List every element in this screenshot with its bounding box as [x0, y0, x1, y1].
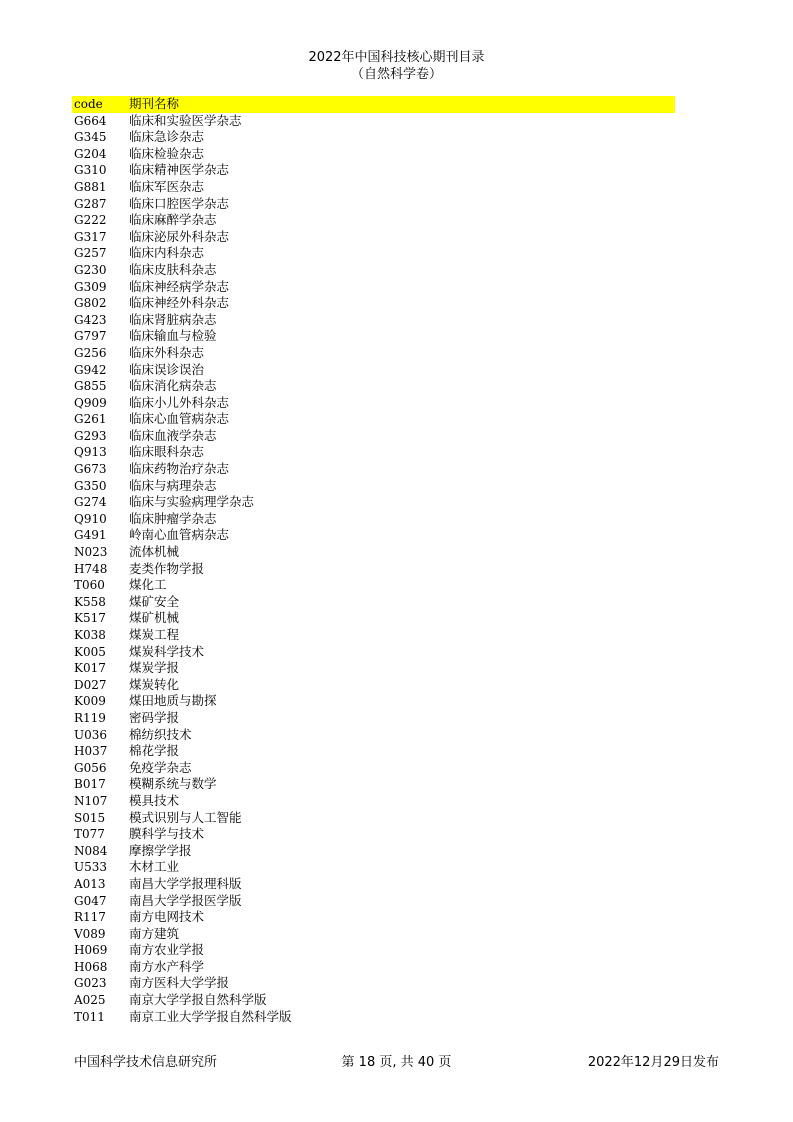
table-row: [72, 810, 675, 827]
journal-code: G350: [74, 478, 107, 493]
journal-code: Q910: [74, 511, 107, 526]
journal-code: G491: [74, 528, 107, 543]
journal-name: 南方电网技术: [129, 909, 205, 925]
table-row: [72, 544, 675, 561]
journal-table: [72, 96, 675, 1025]
journal-code: K558: [74, 594, 106, 609]
journal-name: 临床皮肤科杂志: [129, 261, 217, 277]
table-row: [72, 312, 675, 329]
journal-name: 临床神经外科杂志: [129, 295, 230, 311]
journal-name: 密码学报: [129, 709, 180, 725]
journal-name: 临床肿瘤学杂志: [129, 510, 217, 526]
journal-code: N084: [74, 843, 108, 858]
journal-name: 临床输血与检验: [129, 328, 217, 344]
journal-name: 临床检验杂志: [129, 145, 205, 161]
table-row: [72, 876, 675, 893]
journal-name: 南京工业大学学报自然科学版: [129, 1008, 292, 1024]
journal-name: 临床口腔医学杂志: [129, 195, 230, 211]
table-row: [72, 760, 675, 777]
table-row: [72, 727, 675, 744]
journal-name: 煤炭工程: [129, 627, 180, 642]
table-row: [72, 1009, 675, 1026]
journal-code: H068: [74, 959, 108, 974]
journal-name: 临床误诊误治: [129, 361, 205, 377]
journal-name: 棉花学报: [129, 743, 180, 759]
table-row: [72, 992, 675, 1009]
table-row: [72, 743, 675, 760]
table-row: [72, 627, 675, 644]
journal-name: 临床内科杂志: [129, 245, 205, 261]
table-row: [72, 677, 675, 694]
table-row: [72, 328, 675, 345]
document-subtitle: （自然科学卷）: [350, 67, 442, 82]
journal-name: 临床精神医学杂志: [129, 162, 230, 178]
table-row: [72, 594, 675, 611]
journal-code: G942: [74, 362, 107, 377]
table-row: [72, 362, 675, 379]
journal-code: A013: [74, 876, 106, 891]
journal-name: 南方农业学报: [129, 942, 205, 958]
table-row: [72, 179, 675, 196]
table-row: [72, 893, 675, 910]
journal-code: G802: [74, 296, 107, 311]
table-row: [72, 610, 675, 627]
journal-code: N023: [74, 545, 108, 560]
table-row: [72, 279, 675, 296]
document-title: 2022年中国科技核心期刊目录: [308, 50, 485, 65]
journal-code: H748: [74, 561, 108, 576]
journal-code: K517: [74, 611, 106, 626]
table-row: [72, 959, 675, 976]
table-row: [72, 444, 675, 461]
footer-release-date: 2022年12月29日发布: [587, 1055, 719, 1070]
journal-name: 临床军医杂志: [129, 178, 205, 194]
table-row: [72, 942, 675, 959]
journal-name: 临床肾脏病杂志: [129, 311, 217, 327]
journal-name: 临床和实验医学杂志: [129, 112, 242, 128]
journal-code: G423: [74, 312, 107, 327]
journal-code: G257: [74, 246, 107, 261]
table-row: [72, 511, 675, 528]
table-row: [72, 129, 675, 146]
journal-name: 煤矿机械: [129, 610, 180, 626]
column-header-code: code: [74, 97, 103, 111]
journal-code: G056: [74, 760, 107, 775]
journal-name: 南方医科大学学报: [129, 975, 230, 991]
journal-code: U533: [74, 860, 108, 875]
table-row: [72, 859, 675, 876]
journal-name: 模糊系统与数学: [129, 776, 217, 792]
journal-name: 煤炭科学技术: [129, 643, 205, 659]
journal-name: 临床眼科杂志: [129, 444, 205, 460]
journal-code: T060: [74, 578, 105, 593]
journal-code: G023: [74, 976, 107, 991]
journal-name: 临床泌尿外科杂志: [129, 228, 230, 244]
journal-code: H037: [74, 744, 108, 759]
journal-code: D027: [74, 677, 107, 692]
journal-name: 麦类作物学报: [129, 560, 205, 576]
journal-name: 南京大学学报自然科学版: [129, 992, 267, 1008]
table-row: [72, 395, 675, 412]
journal-name: 膜科学与技术: [129, 826, 205, 842]
journal-name: 临床麻醉学杂志: [129, 212, 217, 228]
journal-name: 木材工业: [129, 859, 180, 875]
journal-code: K005: [74, 644, 106, 659]
table-row: [72, 461, 675, 478]
table-row: [72, 411, 675, 428]
journal-name: 临床急诊杂志: [129, 129, 205, 145]
journal-code: N107: [74, 793, 108, 808]
journal-name: 煤炭学报: [129, 660, 180, 676]
journal-code: G230: [74, 262, 107, 277]
table-row: [72, 561, 675, 578]
table-row: [72, 229, 675, 246]
table-row: [72, 644, 675, 661]
journal-name: 临床神经病学杂志: [129, 278, 230, 294]
journal-code: T011: [74, 1009, 105, 1024]
table-row: [72, 262, 675, 279]
table-row: [72, 478, 675, 495]
journal-code: G317: [74, 229, 107, 244]
journal-code: H069: [74, 943, 108, 958]
journal-code: K038: [74, 628, 106, 642]
journal-code: G797: [74, 329, 107, 344]
journal-name: 南方水产科学: [129, 958, 205, 974]
journal-name: 临床血液学杂志: [129, 427, 217, 443]
journal-name: 煤田地质与勘探: [129, 693, 217, 709]
journal-name: 南昌大学学报理科版: [129, 875, 242, 891]
table-row: [72, 196, 675, 213]
journal-code: G310: [74, 163, 107, 178]
journal-code: G309: [74, 279, 107, 294]
journal-code: T077: [74, 827, 105, 842]
journal-name: 临床心血管病杂志: [129, 411, 230, 427]
journal-name: 南昌大学学报医学版: [129, 892, 242, 908]
journal-name: 摩擦学学报: [129, 842, 192, 858]
journal-code: G287: [74, 196, 107, 211]
table-row: [72, 378, 675, 395]
journal-code: G673: [74, 462, 107, 477]
table-row: [72, 295, 675, 312]
journal-code: Q909: [74, 395, 107, 410]
journal-code: A025: [74, 993, 106, 1008]
table-row: [72, 577, 675, 594]
journal-code: G047: [74, 893, 107, 908]
table-row: [72, 793, 675, 810]
table-row: [72, 975, 675, 992]
journal-code: G345: [74, 130, 107, 145]
table-row: [72, 660, 675, 677]
table-row: [72, 212, 675, 229]
journal-name: 免疫学杂志: [129, 759, 192, 775]
journal-name: 模式识别与人工智能: [129, 809, 242, 825]
journal-name: 临床与实验病理学杂志: [129, 494, 255, 510]
table-header-row: [72, 96, 675, 113]
journal-name: 煤炭转化: [129, 676, 180, 692]
journal-code: G261: [74, 412, 107, 427]
table-row: [72, 245, 675, 262]
journal-code: K017: [74, 661, 106, 676]
journal-code: G222: [74, 213, 107, 228]
footer-page-number: 第 18 页, 共 40 页: [341, 1055, 452, 1070]
journal-code: K009: [74, 694, 106, 709]
table-row: [72, 527, 675, 544]
journal-code: R119: [74, 710, 106, 725]
journal-name: 临床外科杂志: [129, 344, 205, 360]
journal-name: 棉纺织技术: [129, 726, 192, 742]
journal-code: G881: [74, 179, 107, 194]
journal-code: R117: [74, 910, 106, 925]
journal-name: 临床药物治疗杂志: [129, 461, 230, 477]
journal-code: G293: [74, 428, 107, 443]
journal-code: S015: [74, 810, 106, 825]
journal-code: V089: [74, 926, 106, 941]
journal-name: 煤化工: [129, 577, 167, 593]
table-row: [72, 710, 675, 727]
table-row: [72, 113, 675, 130]
table-row: [72, 826, 675, 843]
table-row: [72, 693, 675, 710]
journal-code: G664: [74, 113, 107, 128]
table-row: [72, 776, 675, 793]
journal-code: G256: [74, 345, 107, 360]
journal-name: 南方建筑: [129, 925, 180, 941]
journal-name: 临床与病理杂志: [129, 477, 217, 493]
table-row: [72, 146, 675, 163]
journal-code: Q913: [74, 445, 107, 460]
journal-name: 流体机械: [129, 544, 180, 560]
table-row: [72, 345, 675, 362]
journal-code: G274: [74, 495, 107, 510]
table-row: [72, 843, 675, 860]
table-row: [72, 428, 675, 445]
journal-code: G855: [74, 379, 107, 394]
journal-code: B017: [74, 777, 106, 792]
table-row: [72, 909, 675, 926]
footer-publisher: 中国科学技术信息研究所: [74, 1055, 218, 1070]
journal-name: 模具技术: [129, 792, 180, 808]
table-row: [72, 162, 675, 179]
column-header-name: 期刊名称: [129, 96, 180, 111]
journal-name: 临床消化病杂志: [129, 378, 217, 394]
journal-code: U036: [74, 727, 108, 742]
journal-code: G204: [74, 146, 107, 161]
table-body: [72, 113, 675, 1026]
journal-name: 临床小儿外科杂志: [129, 394, 230, 410]
journal-name: 煤矿安全: [129, 593, 180, 609]
table-row: [72, 926, 675, 943]
journal-name: 岭南心血管病杂志: [129, 527, 230, 543]
table-row: [72, 494, 675, 511]
